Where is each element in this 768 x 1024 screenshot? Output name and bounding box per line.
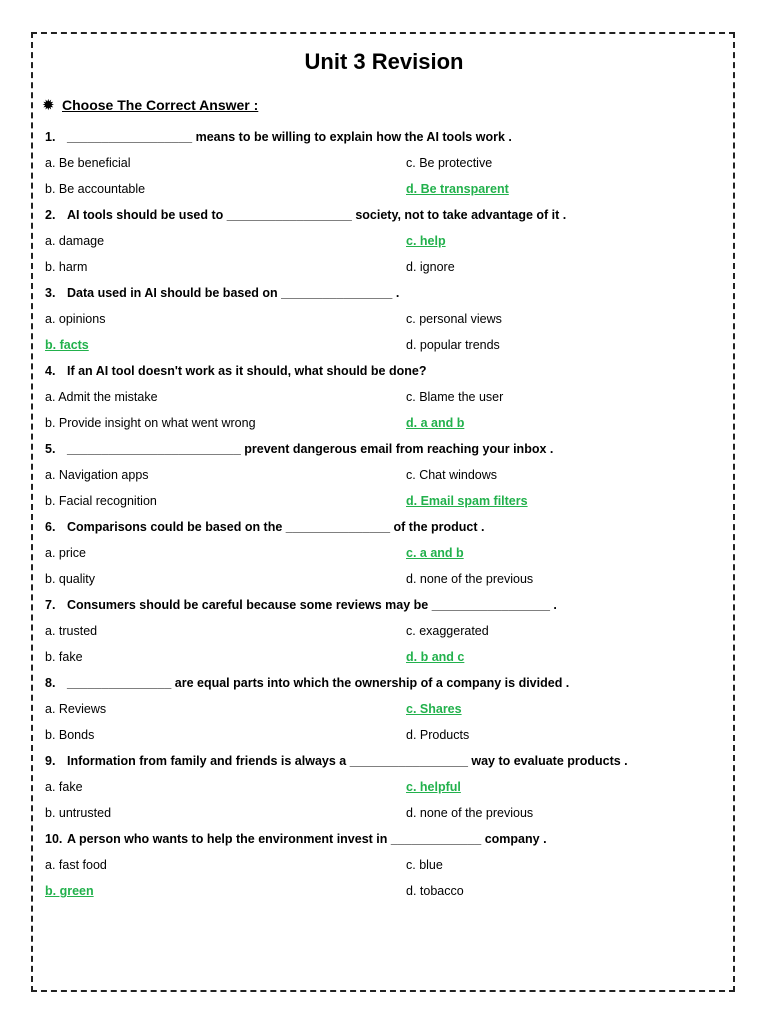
question-text: Data used in AI should be based on ________________ . xyxy=(67,286,400,300)
question-number: 1. xyxy=(45,130,56,144)
answer-option: b. fake xyxy=(45,650,83,664)
answer-option: b. Bonds xyxy=(45,728,95,742)
option-row xyxy=(45,644,725,670)
correct-answer-option: c. helpful xyxy=(406,780,461,794)
correct-answer-option: d. b and c xyxy=(406,650,465,664)
page-title: Unit 3 Revision xyxy=(304,49,464,74)
option-row xyxy=(45,852,725,878)
question-text: __________________ means to be willing to explain how the AI tools work . xyxy=(67,130,512,144)
question-text: Consumers should be careful because some reviews may be _________________ . xyxy=(67,598,557,612)
answer-option: a. trusted xyxy=(45,624,98,638)
question-number: 10. xyxy=(45,832,63,846)
answer-option: a. price xyxy=(45,546,86,560)
option-row xyxy=(45,774,725,800)
star-bullet-icon: ✹ xyxy=(42,97,55,114)
correct-answer-option: d. Be transparent xyxy=(406,182,509,196)
question-list xyxy=(45,124,725,904)
question-3 xyxy=(45,280,725,306)
answer-option: c. personal views xyxy=(406,312,502,326)
answer-option: c. blue xyxy=(406,858,443,872)
option-row xyxy=(45,462,725,488)
option-row xyxy=(45,878,725,904)
question-number: 4. xyxy=(45,364,56,378)
question-text: Information from family and friends is always a _________________ way to evaluate products . xyxy=(67,754,628,768)
option-row xyxy=(45,228,725,254)
answer-option: a. opinions xyxy=(45,312,106,326)
question-number: 5. xyxy=(45,442,56,456)
option-row xyxy=(45,332,725,358)
answer-option: d. popular trends xyxy=(406,338,500,352)
question-number: 2. xyxy=(45,208,56,222)
question-text: AI tools should be used to __________________ society, not to take advantage of it . xyxy=(67,208,567,222)
question-text: _________________________ prevent dangerous email from reaching your inbox . xyxy=(67,442,554,456)
option-row xyxy=(45,488,725,514)
answer-option: d. Products xyxy=(406,728,470,742)
correct-answer-option: c. a and b xyxy=(406,546,464,560)
option-row xyxy=(45,800,725,826)
answer-option: b. Provide insight on what went wrong xyxy=(45,416,256,430)
option-row xyxy=(45,618,725,644)
question-text: A person who wants to help the environment invest in _____________ company . xyxy=(67,832,547,846)
answer-option: c. Be protective xyxy=(406,156,493,170)
question-number: 6. xyxy=(45,520,56,534)
answer-option: d. none of the previous xyxy=(406,572,534,586)
question-6 xyxy=(45,514,725,540)
question-2 xyxy=(45,202,725,228)
correct-answer-option: d. Email spam filters xyxy=(406,494,528,508)
option-row xyxy=(45,150,725,176)
option-row xyxy=(45,722,725,748)
answer-option: b. harm xyxy=(45,260,88,274)
answer-option: d. none of the previous xyxy=(406,806,534,820)
question-9 xyxy=(45,748,725,774)
answer-option: b. quality xyxy=(45,572,96,586)
question-8 xyxy=(45,670,725,696)
answer-option: c. Chat windows xyxy=(406,468,498,482)
answer-option: d. tobacco xyxy=(406,884,464,898)
question-1 xyxy=(45,124,725,150)
question-text: _______________ are equal parts into which the ownership of a company is divided . xyxy=(67,676,570,690)
question-text: Comparisons could be based on the _______________ of the product . xyxy=(67,520,485,534)
option-row xyxy=(45,696,725,722)
answer-option: b. untrusted xyxy=(45,806,112,820)
answer-option: c. Blame the user xyxy=(406,390,504,404)
option-row xyxy=(45,176,725,202)
option-row xyxy=(45,384,725,410)
question-4 xyxy=(45,358,725,384)
question-5 xyxy=(45,436,725,462)
answer-option: a. Be beneficial xyxy=(45,156,131,170)
answer-option: d. ignore xyxy=(406,260,455,274)
question-number: 9. xyxy=(45,754,56,768)
question-10 xyxy=(45,826,725,852)
question-number: 8. xyxy=(45,676,56,690)
option-row xyxy=(45,306,725,332)
option-row xyxy=(45,566,725,592)
question-number: 3. xyxy=(45,286,56,300)
answer-option: b. Facial recognition xyxy=(45,494,157,508)
answer-option: a. fake xyxy=(45,780,83,794)
option-row xyxy=(45,540,725,566)
question-7 xyxy=(45,592,725,618)
answer-option: a. damage xyxy=(45,234,105,248)
correct-answer-option: c. Shares xyxy=(406,702,462,716)
answer-option: a. Reviews xyxy=(45,702,107,716)
option-row xyxy=(45,254,725,280)
correct-answer-option: c. help xyxy=(406,234,446,248)
answer-option: a. Admit the mistake xyxy=(45,390,158,404)
section-label: Choose The Correct Answer : xyxy=(62,97,259,113)
question-number: 7. xyxy=(45,598,56,612)
answer-option: a. fast food xyxy=(45,858,107,872)
answer-option: c. exaggerated xyxy=(406,624,489,638)
answer-option: b. Be accountable xyxy=(45,182,146,196)
section-heading xyxy=(42,95,258,116)
correct-answer-option: b. facts xyxy=(45,338,89,352)
option-row xyxy=(45,410,725,436)
question-text: If an AI tool doesn't work as it should, what should be done? xyxy=(67,364,427,378)
answer-option: a. Navigation apps xyxy=(45,468,149,482)
correct-answer-option: b. green xyxy=(45,884,94,898)
correct-answer-option: d. a and b xyxy=(406,416,465,430)
